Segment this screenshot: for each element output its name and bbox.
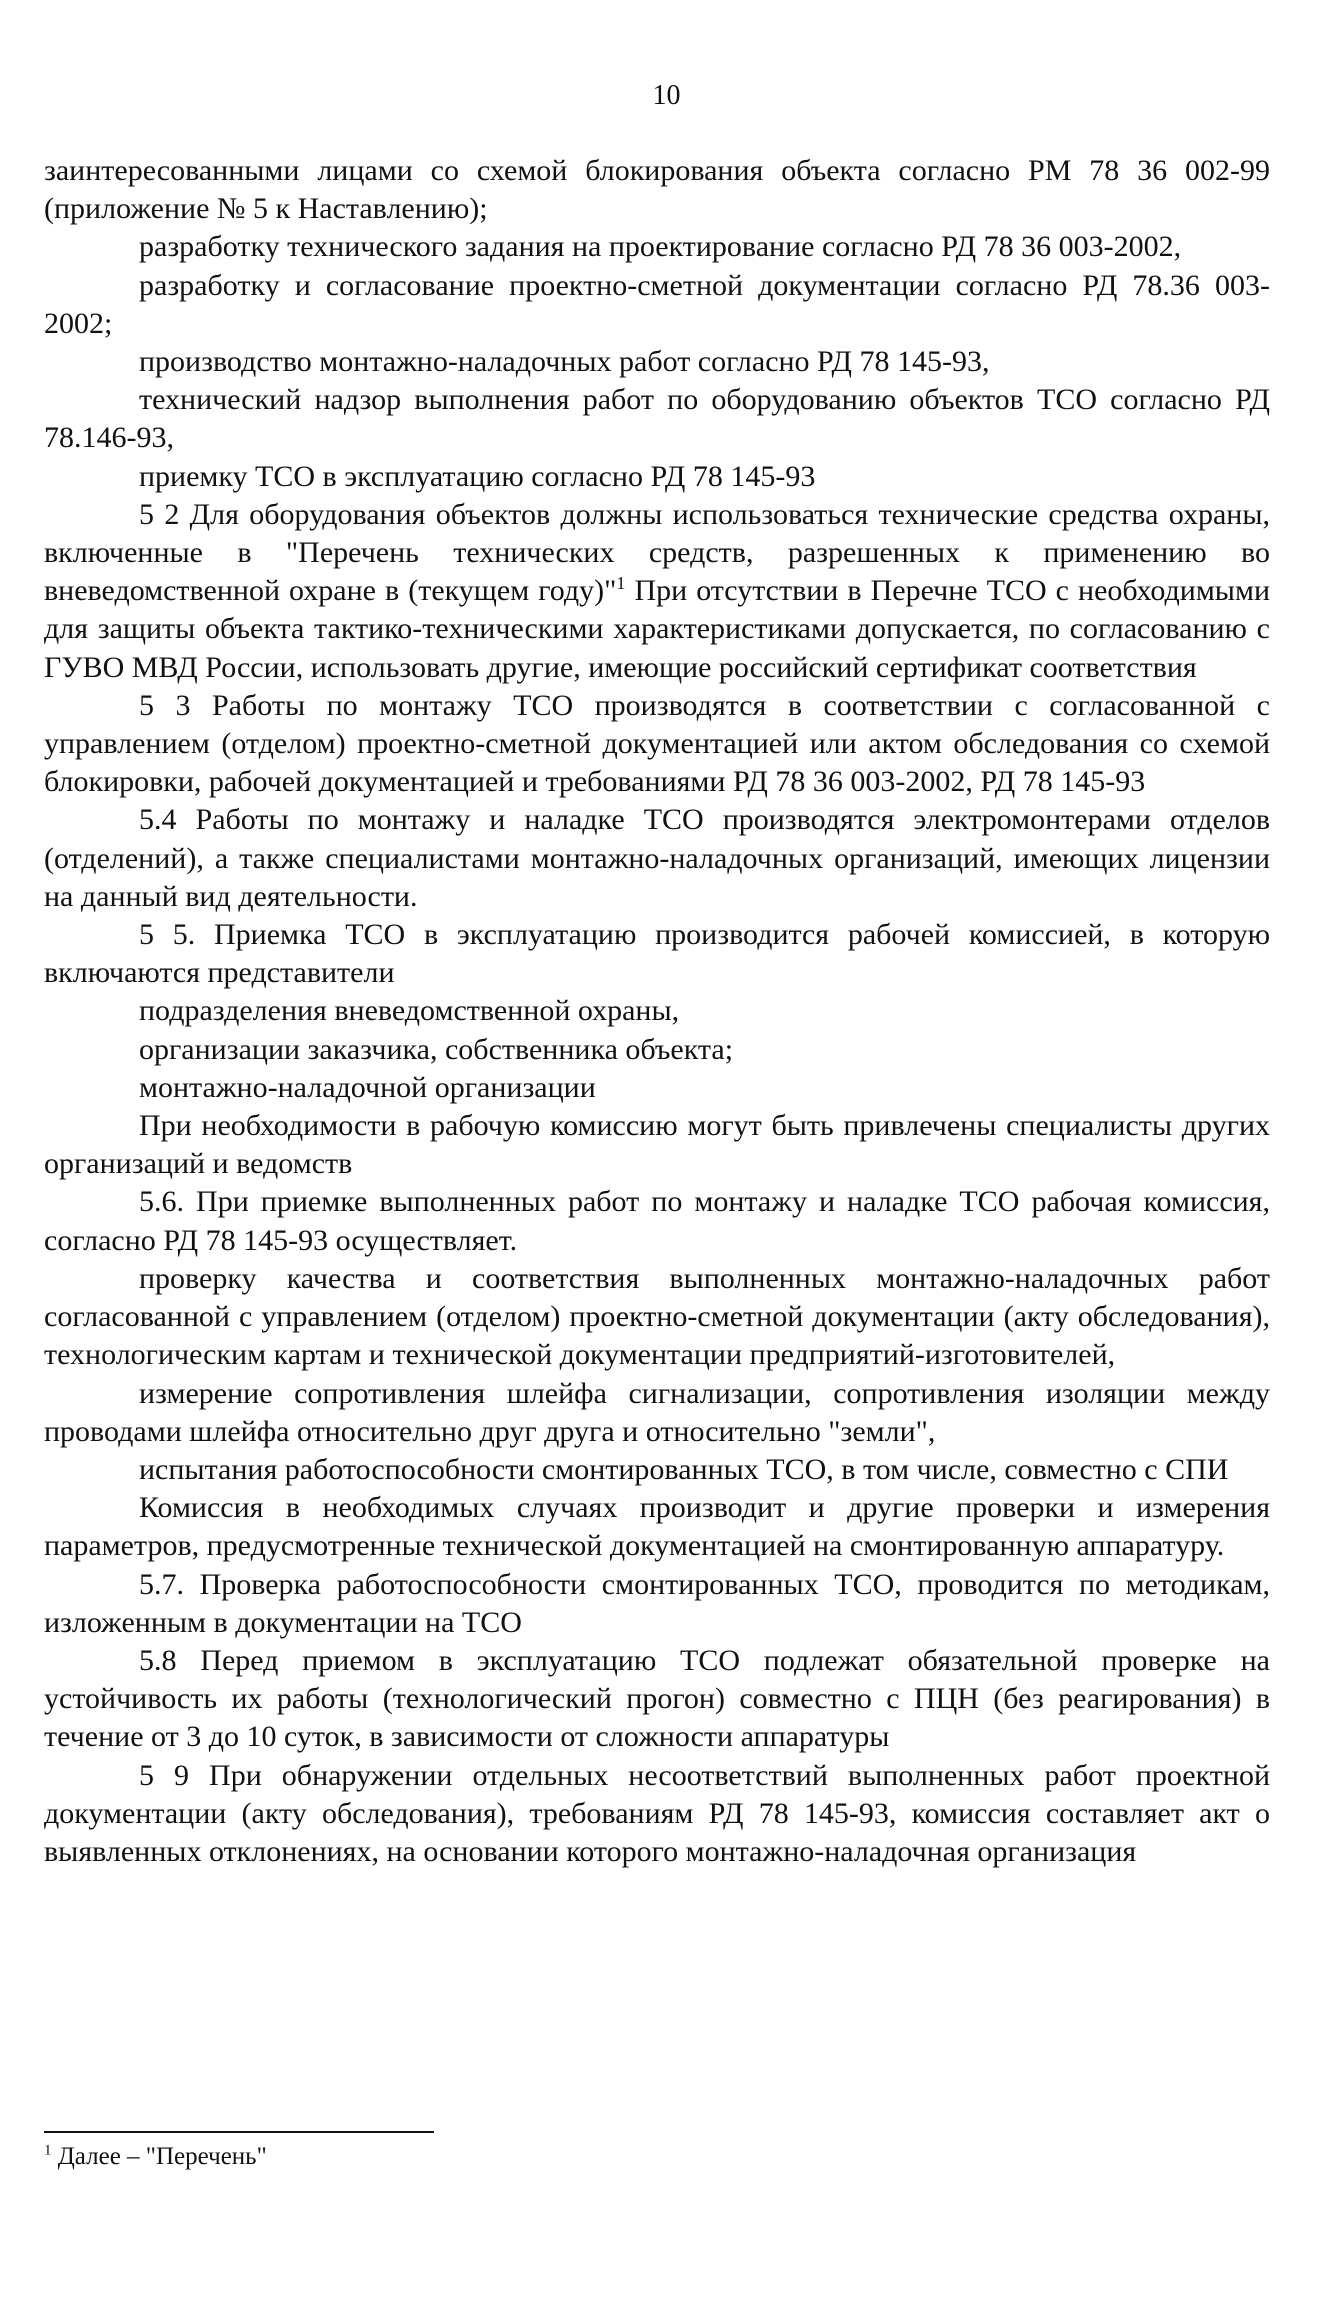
footnote [44, 2142, 267, 2172]
paragraph-text: монтажно-наладочной организации [139, 1070, 596, 1104]
paragraph [44, 1031, 1270, 1069]
footnote-text: Далее – "Перечень" [51, 2143, 267, 2170]
paragraph-text: Комиссия в необходимых случаях производит и другие проверки и измерения параметров, предусмотренные технической документацией на смонтированную аппаратуру. [44, 1491, 1270, 1563]
paragraph [44, 458, 1270, 496]
paragraph-text: 5.7. Проверка работоспособности смонтированных ТСО, проводится по методикам, изложенным в документации на ТСО [44, 1567, 1270, 1639]
paragraph [44, 1069, 1270, 1107]
document-body [44, 152, 1270, 1871]
paragraph [44, 152, 1270, 228]
paragraph-text: При необходимости в рабочую комиссию могут быть привлечены специалисты других организаций и ведомств [44, 1109, 1270, 1181]
paragraph [44, 228, 1270, 266]
footnote-separator [44, 2131, 434, 2133]
paragraph-text: 5.4 Работы по монтажу и наладке ТСО производятся электромонтерами отделов (отделений), а также специалистами монтажно-наладочных организаций, имеющих лицензии на данный вид деятельности. [44, 803, 1270, 913]
paragraph-text: 5 9 При обнаружении отдельных несоответствий выполненных работ проектной документации (акту обследования), требованиям РД 78 145-93, комиссия составляет акт о выявленных отклонениях, на основании которого монтажно-наладочная организация [44, 1758, 1270, 1868]
footnote-reference: 1 [616, 573, 626, 594]
paragraph-text: организации заказчика, собственника объекта; [139, 1032, 734, 1066]
paragraph [44, 992, 1270, 1030]
paragraph-text: разработку технического задания на проектирование согласно РД 78 36 003-2002, [139, 230, 1182, 264]
paragraph [44, 1260, 1270, 1375]
paragraph [44, 1757, 1270, 1872]
paragraph [44, 267, 1270, 343]
paragraph [44, 1375, 1270, 1451]
paragraph-text: испытания работоспособности смонтированных ТСО, в том числе, совместно с СПИ [139, 1452, 1229, 1486]
paragraph-text: технический надзор выполнения работ по оборудованию объектов ТСО согласно РД 78.146-93, [44, 383, 1270, 455]
paragraph-text: 5 3 Работы по монтажу ТСО производятся в соответствии с согласованной с управлением (отделом) проектно-сметной документацией или актом обследования со схемой блокировки, рабочей документацией и требованиями РД 78 36 003-2002, РД 78 145-93 [44, 688, 1270, 799]
paragraph [44, 916, 1270, 992]
paragraph-text: 5 5. Приемка ТСО в эксплуатацию производится рабочей комиссией, в которую включаются представители [44, 918, 1270, 990]
paragraph-text: 5.6. При приемке выполненных работ по монтажу и наладке ТСО рабочая комиссия, согласно РД 78 145-93 осуществляет. [44, 1185, 1270, 1257]
paragraph-text: измерение сопротивления шлейфа сигнализации, сопротивления изоляции между проводами шлейфа относительно друг друга и относительно "земли", [44, 1376, 1270, 1448]
footnote-mark: 1 [44, 2142, 52, 2159]
paragraph-text: 5 2 Для оборудования объектов должны использоваться технические средства охраны, включенные в "Перечень технических средств, разрешенных к применению во вневедомственной охране в (текущем году)" [44, 497, 1270, 608]
paragraph-text: подразделения вневедомственной охраны, [139, 994, 680, 1028]
paragraph [44, 1489, 1270, 1565]
paragraph [44, 1107, 1270, 1183]
paragraph [44, 1451, 1270, 1489]
paragraph [44, 343, 1270, 381]
paragraph-text: 5.8 Перед приемом в эксплуатацию ТСО подлежат обязательной проверке на устойчивость их работы (технологический прогон) совместно с ПЦН (без реагирования) в течение от 3 до 10 суток, в зависимости от сложности аппаратуры [44, 1643, 1270, 1754]
paragraph [44, 1566, 1270, 1642]
paragraph-text: производство монтажно-наладочных работ согласно РД 78 145-93, [139, 345, 990, 379]
paragraph-text: разработку и согласование проектно-сметной документации согласно РД 78.36 003-2002; [44, 268, 1270, 340]
paragraph [44, 1642, 1270, 1757]
paragraph-text: приемку ТСО в эксплуатацию согласно РД 78 145-93 [139, 459, 816, 493]
paragraph-text: проверку качества и соответствия выполненных монтажно-наладочных работ согласованной с управлением (отделом) проектно-сметной документации (акту обследования), технологическим картам и технической документации предприятий-изготовителей, [44, 1261, 1270, 1372]
paragraph-text-continued: При отсутствии в Перечне ТСО с необходимыми для защиты объекта тактико-техническими характеристиками допускается, по согласованию с ГУВО МВД России, использовать другие, имеющие российский сертификат соответствия [44, 574, 1270, 684]
paragraph [44, 687, 1270, 802]
paragraph [44, 1183, 1270, 1259]
paragraph [44, 381, 1270, 457]
paragraph [44, 496, 1270, 687]
paragraph-text: заинтересованными лицами со схемой блокирования объекта согласно РМ 78 36 002-99 (приложение № 5 к Наставлению); [44, 154, 1270, 226]
page-number: 10 [652, 80, 681, 111]
paragraph [44, 801, 1270, 916]
